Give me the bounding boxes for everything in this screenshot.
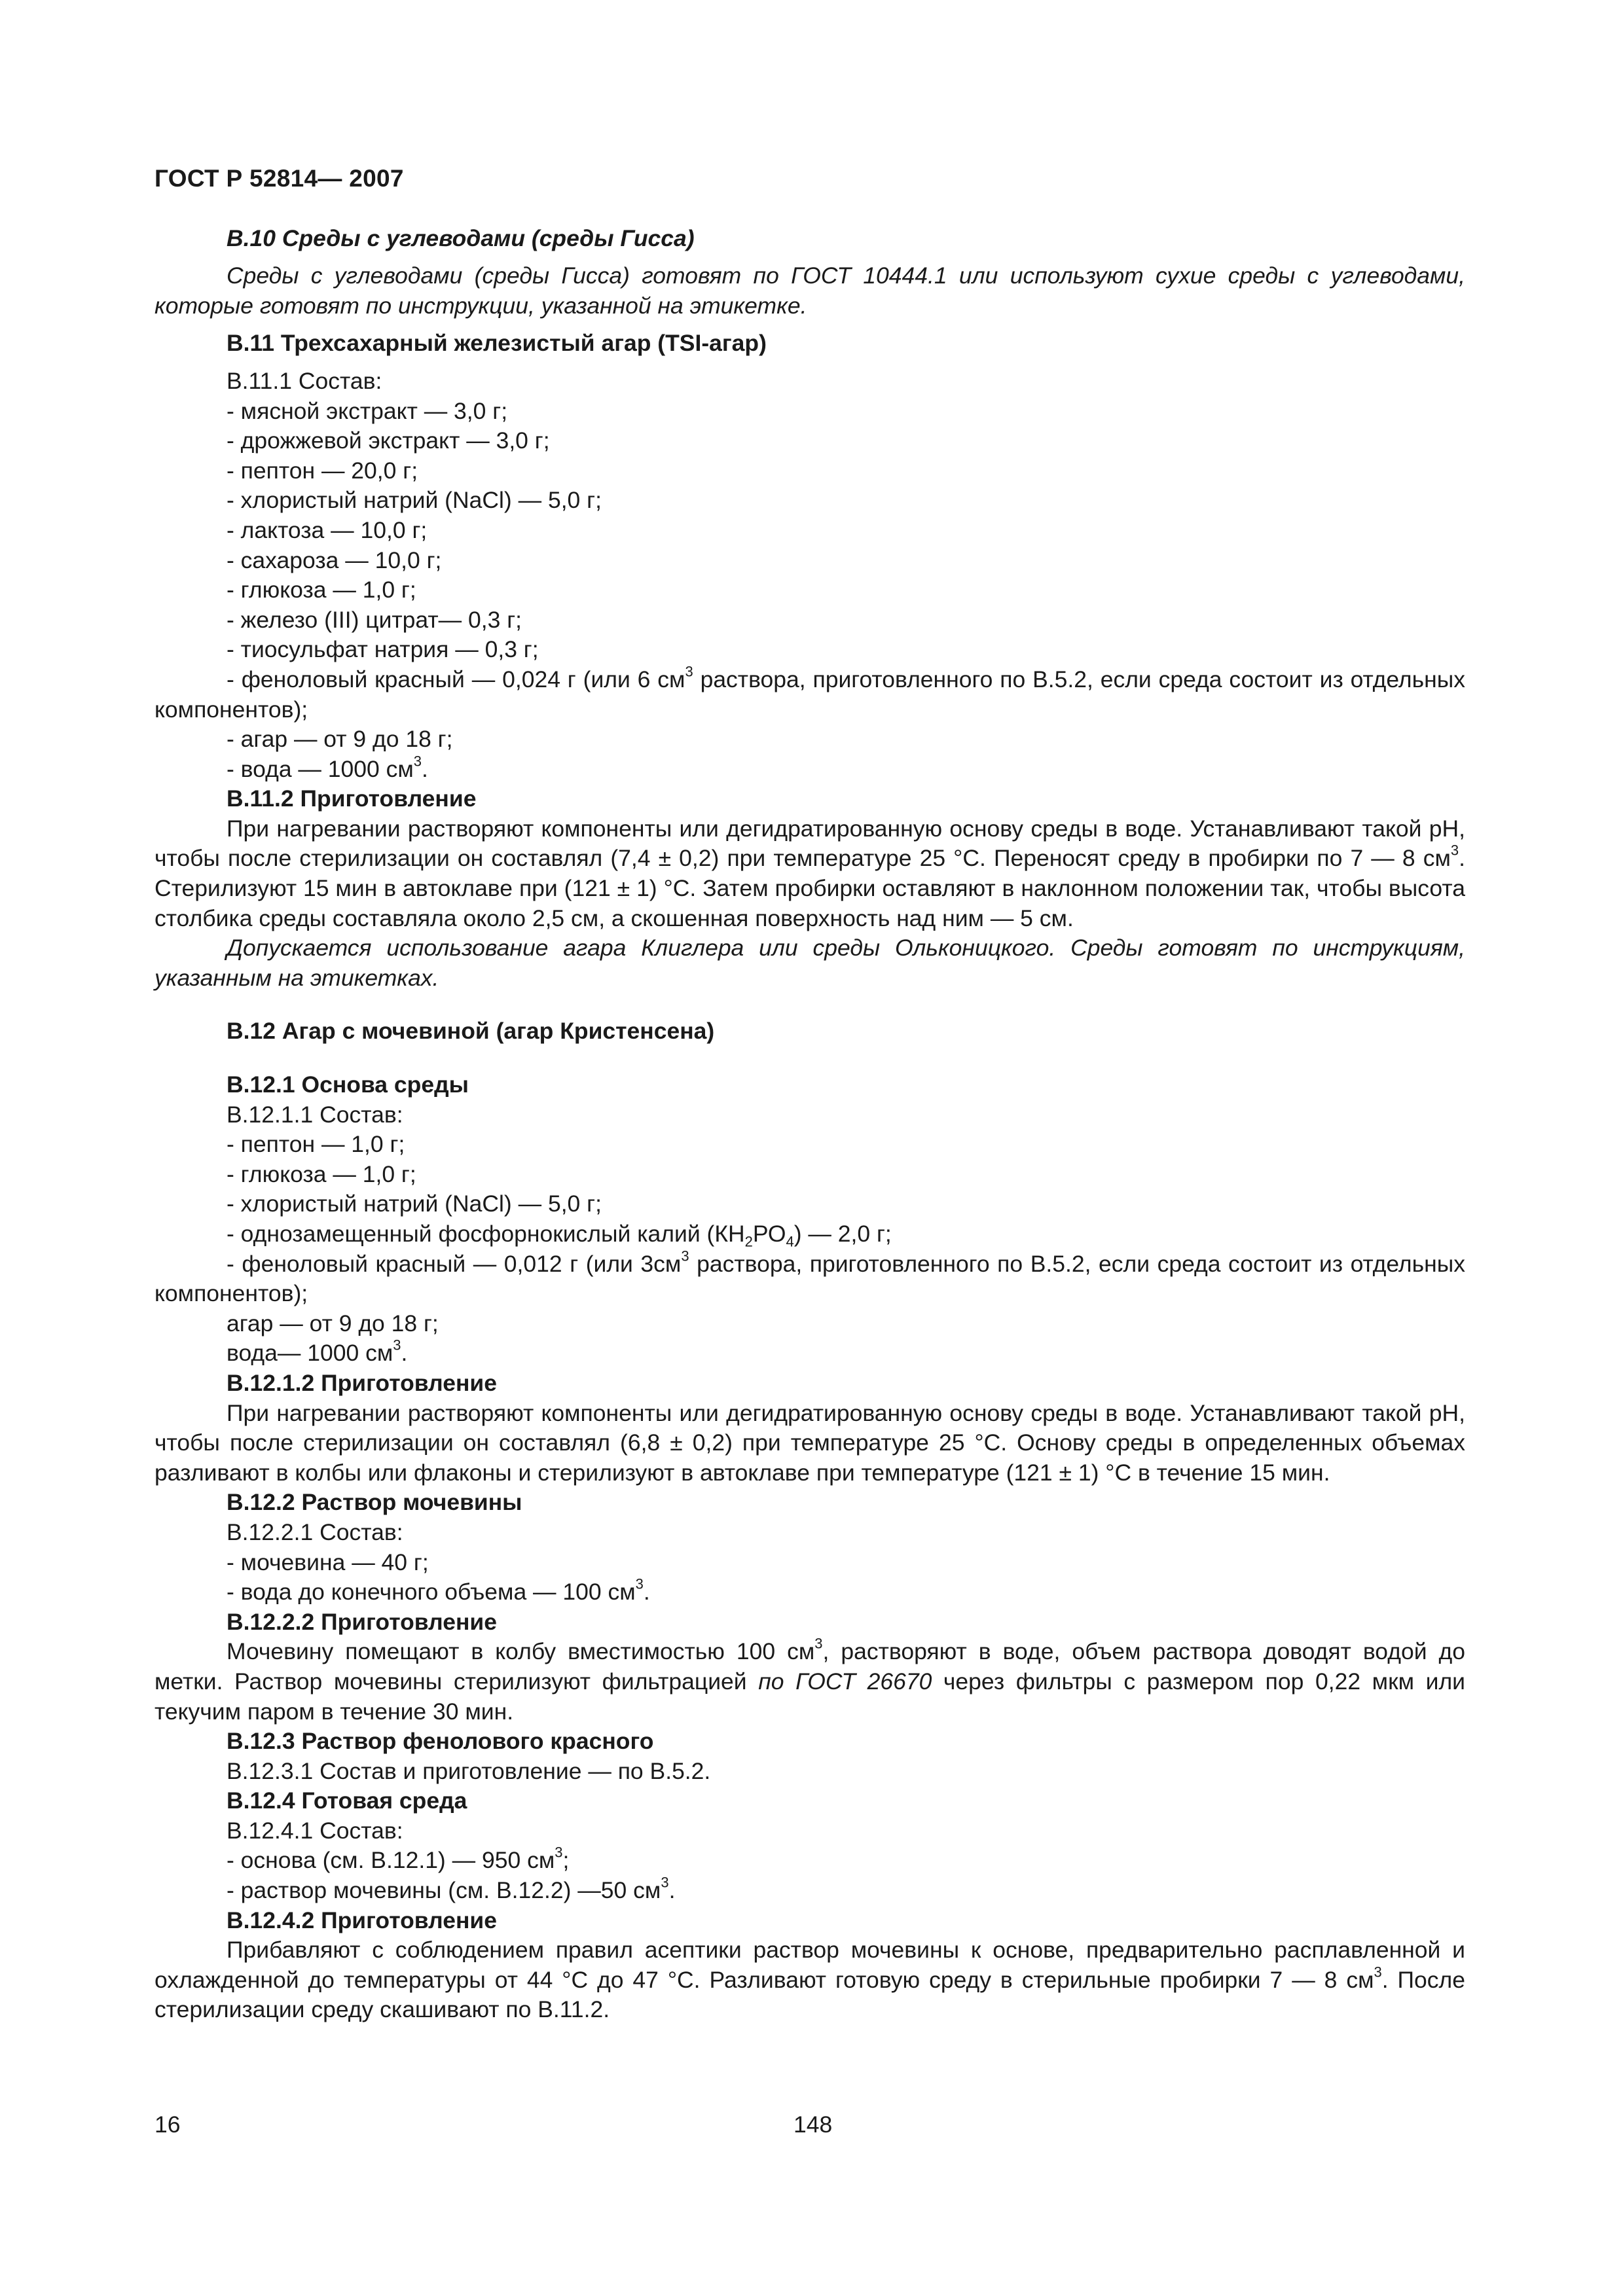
list-item: - хлористый натрий (NaCl) — 5,0 г; [227, 487, 602, 514]
paragraph-b12-1-2: При нагревании растворяют компоненты или дегидратированную основу среды в воде. Устанавливают такой рН, чтобы после стерилизации он составлял (6,8 ± 0,2) при температуре 25 °С. Основу среды в определенных объемах разливают в колбы или флаконы и стерилизуют в автоклаве при температуре (121 ± 1) °С в течение 15 мин. [155, 1399, 1465, 1486]
list-item: - хлористый натрий (NaCl) — 5,0 г; [227, 1191, 602, 1217]
list-item-water-b12: вода— 1000 $см^3$. [227, 1336, 408, 1367]
subsection-b11-2: В.11.2 Приготовление [227, 785, 477, 812]
list-item-urea-solution: - раствор мочевины (см. В.12.2) —50 $см^3$. [227, 1874, 676, 1904]
subsection-b12-1: В.12.1 Основа среды [227, 1071, 469, 1098]
list-item: - глюкоза — 1,0 г; [227, 577, 416, 603]
list-item-base: - основа (см. В.12.1) — 950 $см^3$; [227, 1844, 570, 1874]
list-item: - пептон — 1,0 г; [227, 1131, 405, 1158]
subsection-b12-4: В.12.4 Готовая среда [227, 1787, 467, 1814]
list-item-kh2po4: - однозамещенный фосфорнокислый калий $(КН_2РО_4)$ — 2,0 г; [227, 1221, 892, 1250]
subsection-b12-2: В.12.2 Раствор мочевины [227, 1489, 522, 1516]
doc-header: ГОСТ Р 52814— 2007 [155, 165, 404, 192]
list-item: - мясной экстракт — 3,0 г; [227, 397, 508, 424]
paragraph-b12-4-2: Прибавляют с соблюдением правил асептики раствор мочевины к основе, предварительно расплавленной и охлажденной до температуры от 44 °С до 47 °С. Разливают готовую среду в стерильные пробирки 7 — 8 $см^3$. После стерилизации среду скашивают по В.11.2. [155, 1937, 1465, 2023]
subsection-b11-1: В.11.1 Состав: [227, 367, 382, 394]
page-number-center: 148 [793, 2111, 833, 2138]
ingredient-list-b12 [155, 1130, 1465, 1219]
list-item: - пептон — 20,0 г; [227, 457, 418, 484]
section-heading-b11: В.11 Трехсахарный железистый агар (TSI-агар) [227, 330, 767, 357]
subsection-b12-4-1: В.12.4.1 Состав: [227, 1817, 403, 1844]
paragraph-b12-2-2: Мочевину помещают в колбу вместимостью 100 $см^3$, растворяют в воде, объем раствора доводят водой до метки. Раствор мочевины стерилизуют фильтрацией по ГОСТ 26670 через фильтры с размером пор 0,22 мкм или текучим паром в течение 30 мин. [155, 1635, 1466, 1725]
note-b11: Допускается использование агара Клиглера или среды Ольконицкого. Среды готовят по инструкциям, указанным на этикетках. [155, 935, 1465, 991]
list-item-phenol-red-b12: - феноловый красный — 0,012 г (или $3см^3$ раствора, приготовленного по В.5.2, если среда состоит из отдельных компонентов); [155, 1247, 1465, 1307]
list-item-agar-b11: - агар — от 9 до 18 г; [227, 726, 453, 753]
list-item: - дрожжевой экстракт — 3,0 г; [227, 427, 550, 454]
subsection-b12-3: В.12.3 Раствор фенолового красного [227, 1728, 654, 1755]
page-number-left: 16 [155, 2111, 181, 2138]
subsection-b12-3-1: В.12.3.1 Состав и приготовление — по В.5.2. [227, 1757, 711, 1784]
list-item: - железо (III) цитрат— 0,3 г; [227, 606, 522, 633]
list-item: - тиосульфат натрия — 0,3 г; [227, 636, 539, 663]
document-page [155, 164, 1465, 2025]
paragraph-b11-2: При нагревании растворяют компоненты или дегидратированную основу среды в воде. Устанавливают такой рН, чтобы после стерилизации он составлял (7,4 ± 0,2) при температуре 25 °С. Переносят среду в пробирки по 7 — 8 $см^3$. Стерилизуют 15 мин в автоклаве при (121 ± 1) °С. Затем пробирки оставляют в наклонном положении так, чтобы высота столбика среды составляла около 2,5 см, а скошенная поверхность над ним — 5 см. [155, 815, 1465, 931]
subsection-b12-4-2: В.12.4.2 Приготовление [227, 1907, 497, 1933]
list-item-urea: - мочевина — 40 г; [227, 1549, 429, 1575]
list-item: - сахароза — 10,0 г; [227, 547, 442, 573]
list-item-agar-b12: агар — от 9 до 18 г; [227, 1310, 439, 1336]
list-item-water-b11: - вода — 1000 $см^3$. [227, 753, 428, 782]
list-item: - лактоза — 10,0 г; [227, 516, 428, 543]
list-item-water-urea: - вода до конечного объема — 100 $см^3$. [227, 1575, 650, 1605]
subsection-b12-2-2: В.12.2.2 Приготовление [227, 1608, 497, 1635]
subsection-b12-1-2: В.12.1.2 Приготовление [227, 1369, 497, 1396]
paragraph-b10: Среды с углеводами (среды Гисса) готовят по ГОСТ 10444.1 или используют сухие среды с углеводами, которые готовят по инструкции, указанной на этикетке. [155, 262, 1465, 319]
subsection-b12-2-1: В.12.2.1 Состав: [227, 1518, 403, 1545]
list-item: - глюкоза — 1,0 г; [227, 1160, 416, 1187]
list-item-phenol-red-b11: - феноловый красный — 0,024 г (или 6 $см^3$ раствора, приготовленного по В.5.2, если среда состоит из отдельных компонентов); [155, 663, 1465, 723]
subsection-b12-1-1: В.12.1.1 Состав: [227, 1101, 403, 1128]
section-heading-b10: В.10 Среды с углеводами (среды Гисса) [227, 224, 695, 251]
section-heading-b12: В.12 Агар с мочевиной (агар Кристенсена) [227, 1018, 715, 1045]
ingredient-list-b11 [155, 397, 1465, 665]
